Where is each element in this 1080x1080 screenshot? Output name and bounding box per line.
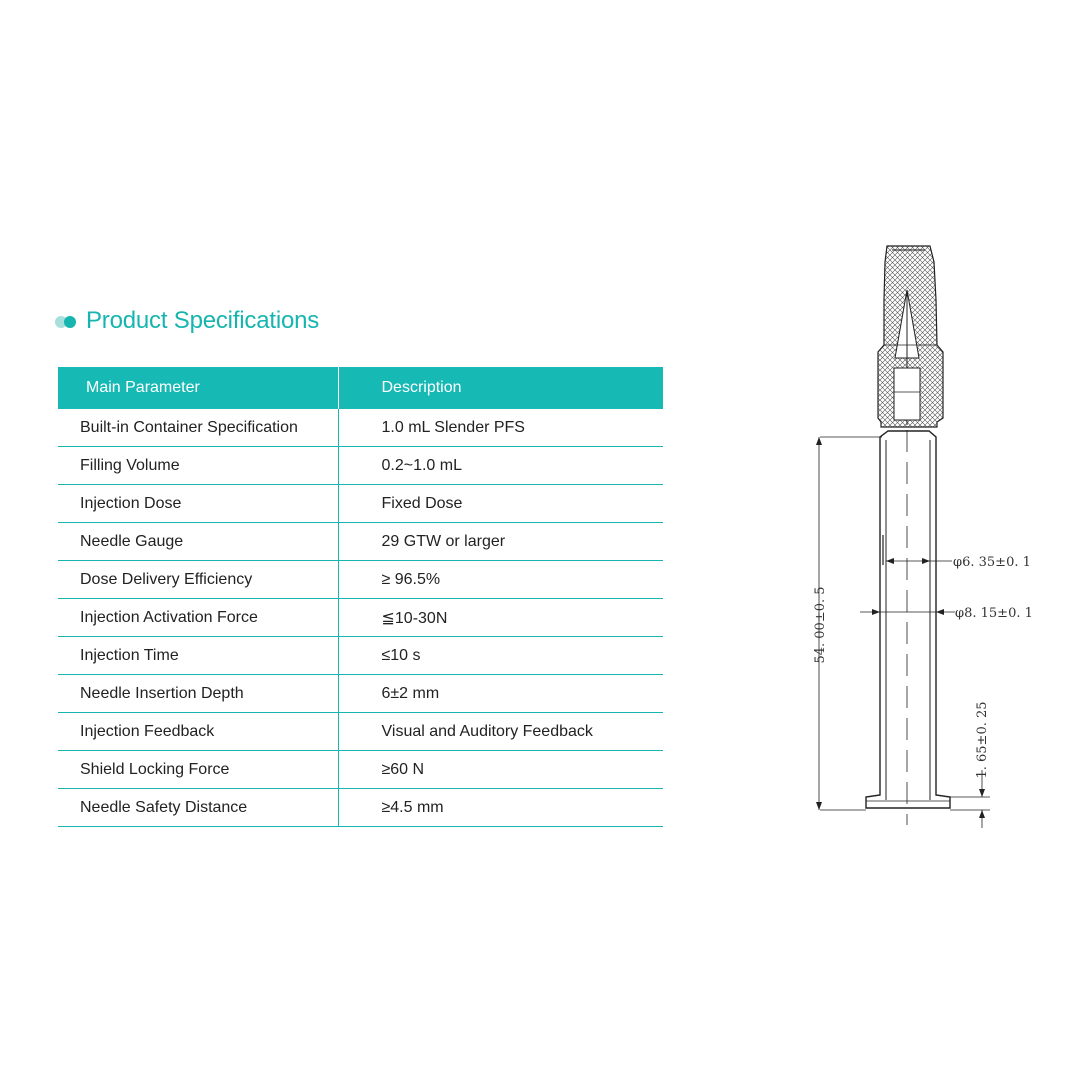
value-cell: ≥ 96.5% <box>338 561 663 599</box>
outer-diameter-label: φ8. 15±0. 1 <box>955 606 1033 621</box>
section-title: Product Specifications <box>86 307 320 334</box>
syringe-barrel <box>866 430 950 825</box>
syringe-technical-drawing <box>800 235 1050 835</box>
param-cell: Filling Volume <box>58 447 338 485</box>
table-row <box>58 789 663 827</box>
value-cell: ≥60 N <box>338 751 663 789</box>
param-cell: Injection Dose <box>58 485 338 523</box>
value-cell: Visual and Auditory Feedback <box>338 713 663 751</box>
table-row <box>58 751 663 789</box>
section-heading <box>55 305 319 337</box>
param-cell: Needle Safety Distance <box>58 789 338 827</box>
header-main-parameter: Main Parameter <box>58 367 338 409</box>
table-row <box>58 637 663 675</box>
flange-dimension-label: 1. 65±0. 25 <box>975 701 990 779</box>
flange-dimension <box>950 701 990 828</box>
value-cell: ≥4.5 mm <box>338 789 663 827</box>
param-cell: Injection Activation Force <box>58 599 338 637</box>
table-row <box>58 523 663 561</box>
param-cell: Injection Time <box>58 637 338 675</box>
param-cell: Dose Delivery Efficiency <box>58 561 338 599</box>
value-cell: ≤10 s <box>338 637 663 675</box>
table-row <box>58 447 663 485</box>
table-row <box>58 561 663 599</box>
param-cell: Injection Feedback <box>58 713 338 751</box>
value-cell: 0.2~1.0 mL <box>338 447 663 485</box>
table-row <box>58 599 663 637</box>
length-dimension-label: 54. 00±0. 5 <box>813 586 828 664</box>
table-row <box>58 675 663 713</box>
value-cell: ≦10-30N <box>338 599 663 637</box>
param-cell: Built-in Container Specification <box>58 409 338 447</box>
table-row <box>58 713 663 751</box>
param-cell: Needle Gauge <box>58 523 338 561</box>
value-cell: 1.0 mL Slender PFS <box>338 409 663 447</box>
needle-shield-cap <box>878 246 943 427</box>
value-cell: Fixed Dose <box>338 485 663 523</box>
table-row <box>58 485 663 523</box>
spec-table <box>58 367 663 827</box>
header-description: Description <box>338 367 663 409</box>
inner-diameter-label: φ6. 35±0. 1 <box>953 555 1031 570</box>
value-cell: 29 GTW or larger <box>338 523 663 561</box>
value-cell: 6±2 mm <box>338 675 663 713</box>
bullet-dots-icon <box>55 313 79 329</box>
table-row <box>58 409 663 447</box>
param-cell: Shield Locking Force <box>58 751 338 789</box>
table-header-row <box>58 367 663 409</box>
length-dimension <box>813 437 882 810</box>
param-cell: Needle Insertion Depth <box>58 675 338 713</box>
